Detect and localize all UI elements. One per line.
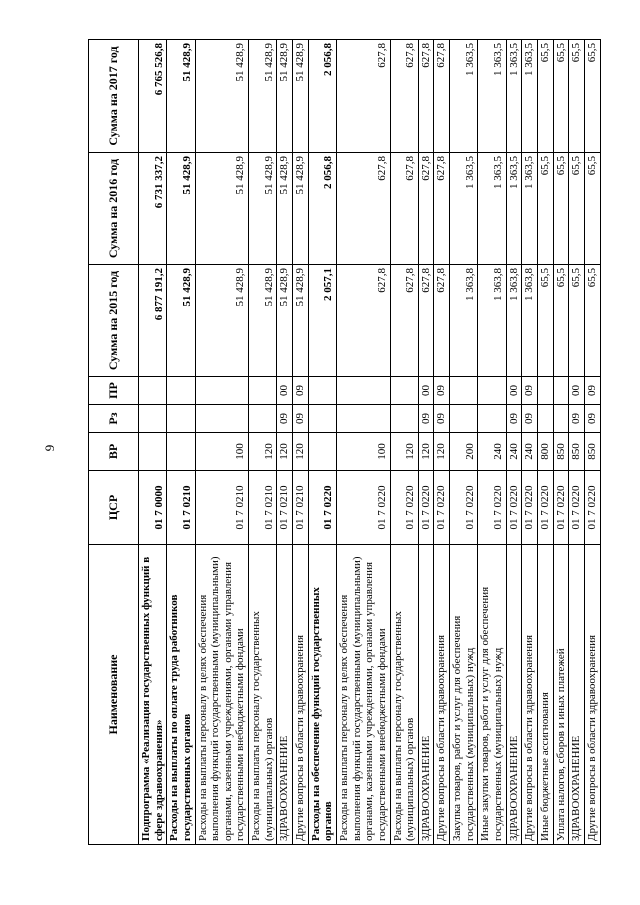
sum-2015-cell: 65,5 [537, 265, 553, 377]
sum-2017-cell: 627,8 [418, 40, 434, 153]
header-name: Наименование [89, 545, 139, 845]
sum-2016-cell: 6 731 337,2 [139, 153, 167, 265]
sum-2017-cell: 65,5 [553, 40, 569, 153]
rz-cell: 09 [277, 405, 293, 433]
table-row [537, 40, 553, 845]
table-row [139, 40, 167, 845]
rz-cell [390, 405, 418, 433]
table-row [418, 40, 434, 845]
rz-cell [450, 405, 478, 433]
csr-cell: 01 7 0220 [506, 471, 522, 545]
sum-2017-cell: 51 428,9 [277, 40, 293, 153]
name-cell: Расходы на выплаты персоналу государственных (муниципальных) органов [249, 545, 277, 845]
name-cell: Расходы на выплаты по оплате труда работников государственных органов [167, 545, 195, 845]
csr-cell: 01 7 0220 [450, 471, 478, 545]
sum-2015-cell: 2 057,1 [308, 265, 336, 377]
vr-cell: 850 [553, 433, 569, 471]
table-row [434, 40, 450, 845]
table-row [584, 40, 600, 845]
pr-cell: 00 [418, 377, 434, 405]
table-row [390, 40, 418, 845]
sum-2017-cell: 1 363,5 [450, 40, 478, 153]
sum-2017-cell: 627,8 [336, 40, 390, 153]
csr-cell: 01 7 0220 [418, 471, 434, 545]
vr-cell: 120 [293, 433, 309, 471]
table-header-row [89, 40, 139, 845]
rotated-table-container [88, 40, 598, 845]
name-cell: Другие вопросы в области здравоохранения [434, 545, 450, 845]
pr-cell [537, 377, 553, 405]
name-cell: ЗДРАВООХРАНЕНИЕ [277, 545, 293, 845]
sum-2016-cell: 1 363,5 [506, 153, 522, 265]
sum-2016-cell: 1 363,5 [478, 153, 506, 265]
vr-cell: 100 [195, 433, 249, 471]
vr-cell: 850 [569, 433, 585, 471]
rz-cell: 09 [584, 405, 600, 433]
rz-cell: 09 [569, 405, 585, 433]
pr-cell: 00 [506, 377, 522, 405]
header-sum-2017: Сумма на 2017 год [89, 40, 139, 153]
rz-cell [478, 405, 506, 433]
sum-2015-cell: 627,8 [434, 265, 450, 377]
vr-cell: 120 [390, 433, 418, 471]
pr-cell [336, 377, 390, 405]
vr-cell: 120 [434, 433, 450, 471]
vr-cell: 100 [336, 433, 390, 471]
csr-cell: 01 7 0210 [195, 471, 249, 545]
csr-cell: 01 7 0210 [277, 471, 293, 545]
table-row [167, 40, 195, 845]
sum-2016-cell: 51 428,9 [167, 153, 195, 265]
rz-cell: 09 [293, 405, 309, 433]
sum-2016-cell: 627,8 [434, 153, 450, 265]
pr-cell [139, 377, 167, 405]
sum-2015-cell: 65,5 [553, 265, 569, 377]
pr-cell [553, 377, 569, 405]
sum-2015-cell: 627,8 [336, 265, 390, 377]
vr-cell: 240 [522, 433, 538, 471]
csr-cell: 01 7 0220 [569, 471, 585, 545]
vr-cell: 850 [584, 433, 600, 471]
pr-cell: 00 [277, 377, 293, 405]
rz-cell [167, 405, 195, 433]
sum-2016-cell: 627,8 [336, 153, 390, 265]
sum-2017-cell: 65,5 [584, 40, 600, 153]
table-row [195, 40, 249, 845]
table-body [139, 40, 601, 845]
rz-cell [537, 405, 553, 433]
rz-cell: 09 [522, 405, 538, 433]
sum-2016-cell: 51 428,9 [277, 153, 293, 265]
rz-cell [336, 405, 390, 433]
table-row [478, 40, 506, 845]
vr-cell [167, 433, 195, 471]
csr-cell: 01 7 0220 [336, 471, 390, 545]
rz-cell [249, 405, 277, 433]
sum-2016-cell: 65,5 [553, 153, 569, 265]
name-cell: Другие вопросы в области здравоохранения [522, 545, 538, 845]
csr-cell: 01 7 0220 [434, 471, 450, 545]
csr-cell: 01 7 0220 [390, 471, 418, 545]
pr-cell [308, 377, 336, 405]
sum-2015-cell: 1 363,8 [478, 265, 506, 377]
rz-cell [553, 405, 569, 433]
header-pr: ПР [89, 377, 139, 405]
csr-cell: 01 7 0220 [522, 471, 538, 545]
header-vr: ВР [89, 433, 139, 471]
sum-2017-cell: 51 428,9 [195, 40, 249, 153]
sum-2016-cell: 1 363,5 [450, 153, 478, 265]
pr-cell: 09 [522, 377, 538, 405]
sum-2017-cell: 1 363,5 [522, 40, 538, 153]
rz-cell [308, 405, 336, 433]
sum-2015-cell: 65,5 [569, 265, 585, 377]
sum-2015-cell: 51 428,9 [293, 265, 309, 377]
csr-cell: 01 7 0000 [139, 471, 167, 545]
name-cell: Иные бюджетные ассигнования [537, 545, 553, 845]
sum-2017-cell: 2 056,8 [308, 40, 336, 153]
sum-2015-cell: 1 363,8 [522, 265, 538, 377]
name-cell: ЗДРАВООХРАНЕНИЕ [569, 545, 585, 845]
vr-cell: 120 [249, 433, 277, 471]
vr-cell: 120 [277, 433, 293, 471]
table-row [249, 40, 277, 845]
vr-cell: 120 [418, 433, 434, 471]
sum-2016-cell: 65,5 [569, 153, 585, 265]
table-row [277, 40, 293, 845]
name-cell: Расходы на обеспечение функций государственных органов [308, 545, 336, 845]
sum-2015-cell: 51 428,9 [195, 265, 249, 377]
csr-cell: 01 7 0220 [553, 471, 569, 545]
sum-2017-cell: 6 765 526,8 [139, 40, 167, 153]
table-row [506, 40, 522, 845]
header-rz: Рз [89, 405, 139, 433]
csr-cell: 01 7 0220 [584, 471, 600, 545]
name-cell: Закупка товаров, работ и услуг для обеспечения государственных (муниципальных) нужд [450, 545, 478, 845]
vr-cell [139, 433, 167, 471]
sum-2016-cell: 65,5 [584, 153, 600, 265]
name-cell: Иные закупки товаров, работ и услуг для обеспечения государственных (муниципальных) нужд [478, 545, 506, 845]
vr-cell [308, 433, 336, 471]
header-sum-2016: Сумма на 2016 год [89, 153, 139, 265]
table-row [293, 40, 309, 845]
pr-cell [450, 377, 478, 405]
sum-2017-cell: 65,5 [569, 40, 585, 153]
name-cell: Другие вопросы в области здравоохранения [293, 545, 309, 845]
table-row [308, 40, 336, 845]
name-cell: Подпрограмма «Реализация государственных функций в сфере здравоохранения» [139, 545, 167, 845]
rz-cell: 09 [506, 405, 522, 433]
sum-2015-cell: 627,8 [418, 265, 434, 377]
pr-cell: 09 [584, 377, 600, 405]
sum-2017-cell: 51 428,9 [249, 40, 277, 153]
sum-2015-cell: 1 363,8 [450, 265, 478, 377]
table-row [553, 40, 569, 845]
sum-2016-cell: 51 428,9 [195, 153, 249, 265]
pr-cell: 00 [569, 377, 585, 405]
pr-cell [478, 377, 506, 405]
sum-2017-cell: 51 428,9 [167, 40, 195, 153]
page-number: 9 [42, 444, 57, 452]
sum-2017-cell: 627,8 [390, 40, 418, 153]
table-row [522, 40, 538, 845]
table-row [450, 40, 478, 845]
sum-2017-cell: 65,5 [537, 40, 553, 153]
sum-2016-cell: 627,8 [418, 153, 434, 265]
sum-2017-cell: 51 428,9 [293, 40, 309, 153]
sum-2015-cell: 1 363,8 [506, 265, 522, 377]
vr-cell: 240 [506, 433, 522, 471]
csr-cell: 01 7 0220 [308, 471, 336, 545]
name-cell: Уплата налогов, сборов и иных платежей [553, 545, 569, 845]
pr-cell: 09 [293, 377, 309, 405]
rz-cell: 09 [418, 405, 434, 433]
sum-2016-cell: 51 428,9 [249, 153, 277, 265]
rz-cell [195, 405, 249, 433]
rz-cell [139, 405, 167, 433]
name-cell: Расходы на выплаты персоналу в целях обеспечения выполнения функций государственными (муниципальными) органами, казенными учреждениями, органами управления государственными внебюджетными фондами [195, 545, 249, 845]
sum-2016-cell: 1 363,5 [522, 153, 538, 265]
csr-cell: 01 7 0220 [537, 471, 553, 545]
name-cell: Расходы на выплаты персоналу государственных (муниципальных) органов [390, 545, 418, 845]
pr-cell [195, 377, 249, 405]
pr-cell [390, 377, 418, 405]
name-cell: Другие вопросы в области здравоохранения [584, 545, 600, 845]
rz-cell: 09 [434, 405, 450, 433]
pr-cell [249, 377, 277, 405]
vr-cell: 200 [450, 433, 478, 471]
sum-2016-cell: 2 056,8 [308, 153, 336, 265]
header-sum-2015: Сумма на 2015 год [89, 265, 139, 377]
sum-2015-cell: 6 877 191,2 [139, 265, 167, 377]
sum-2015-cell: 51 428,9 [277, 265, 293, 377]
pr-cell: 09 [434, 377, 450, 405]
sum-2016-cell: 51 428,9 [293, 153, 309, 265]
name-cell: ЗДРАВООХРАНЕНИЕ [506, 545, 522, 845]
sum-2015-cell: 65,5 [584, 265, 600, 377]
sum-2016-cell: 627,8 [390, 153, 418, 265]
csr-cell: 01 7 0210 [293, 471, 309, 545]
pr-cell [167, 377, 195, 405]
sum-2015-cell: 51 428,9 [249, 265, 277, 377]
vr-cell: 800 [537, 433, 553, 471]
sum-2017-cell: 627,8 [434, 40, 450, 153]
vr-cell: 240 [478, 433, 506, 471]
csr-cell: 01 7 0210 [167, 471, 195, 545]
sum-2015-cell: 627,8 [390, 265, 418, 377]
csr-cell: 01 7 0220 [478, 471, 506, 545]
name-cell: Расходы на выплаты персоналу в целях обеспечения выполнения функций государственными (муниципальными) органами, казенными учреждениями, органами управления государственными внебюджетными фондами [336, 545, 390, 845]
budget-table [88, 39, 601, 845]
header-csr: ЦСР [89, 471, 139, 545]
table-row [569, 40, 585, 845]
name-cell: ЗДРАВООХРАНЕНИЕ [418, 545, 434, 845]
table-row [336, 40, 390, 845]
sum-2017-cell: 1 363,5 [478, 40, 506, 153]
sum-2015-cell: 51 428,9 [167, 265, 195, 377]
csr-cell: 01 7 0210 [249, 471, 277, 545]
sum-2017-cell: 1 363,5 [506, 40, 522, 153]
sum-2016-cell: 65,5 [537, 153, 553, 265]
